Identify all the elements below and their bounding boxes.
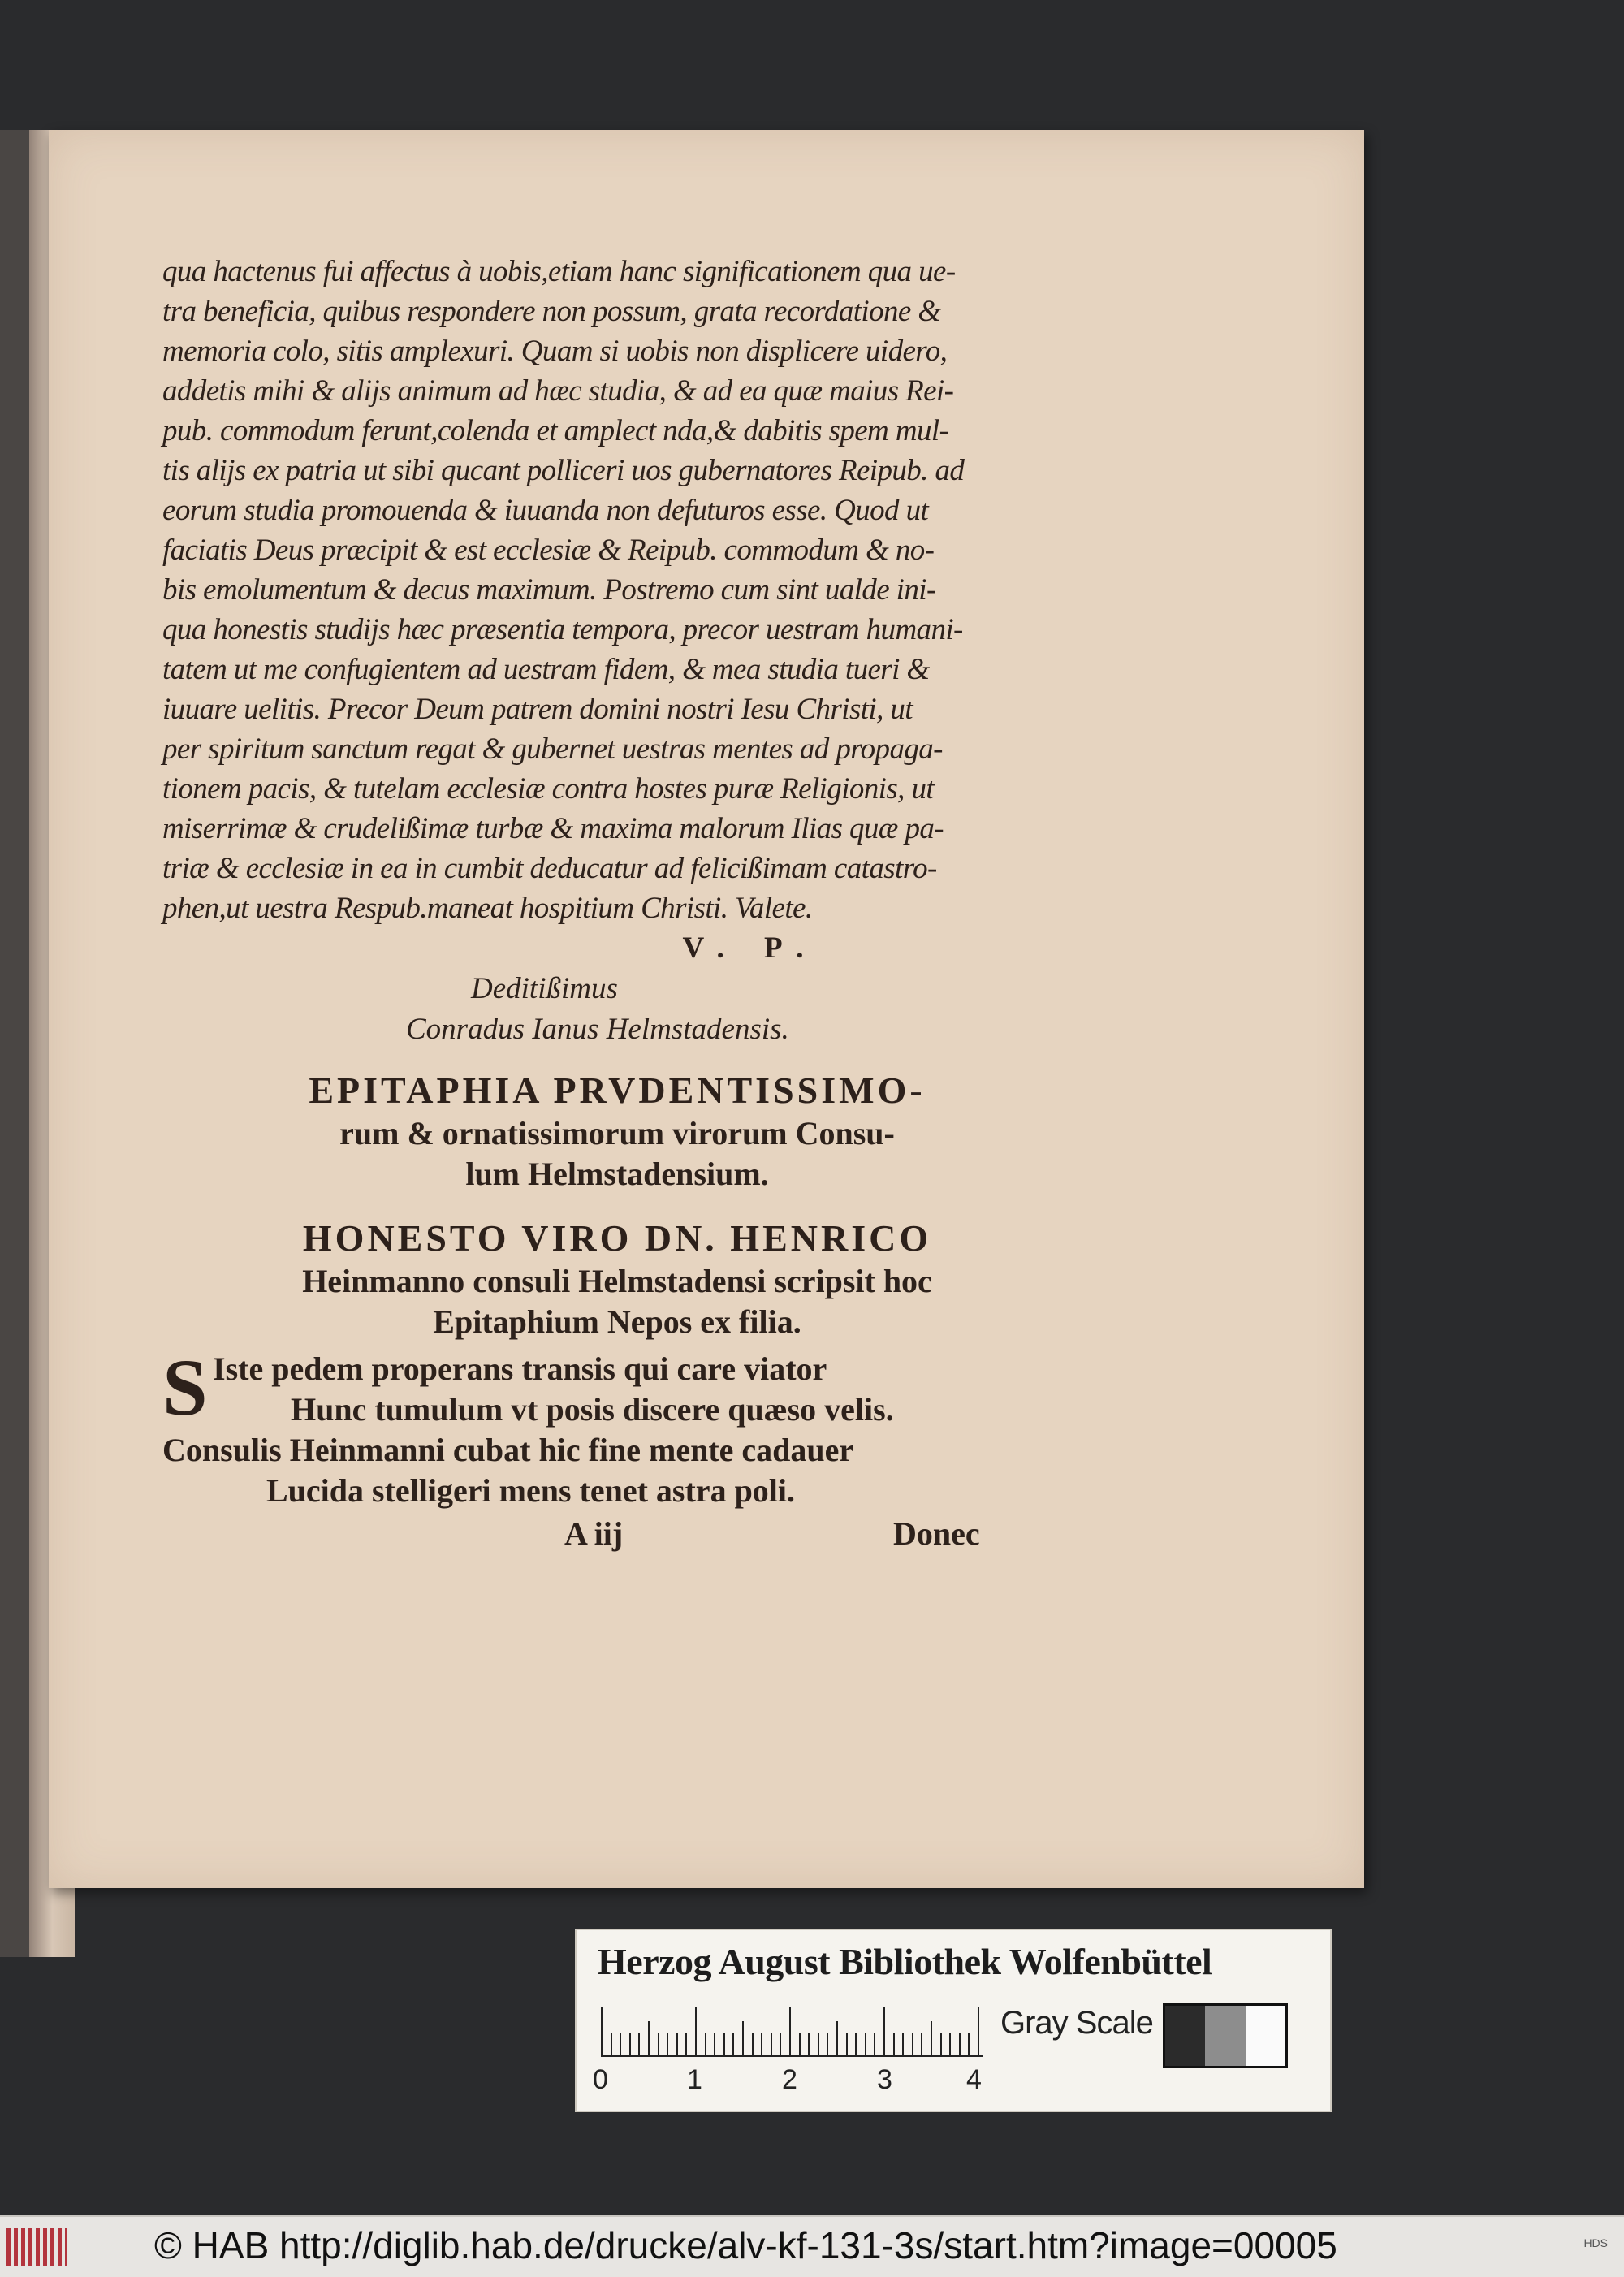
body-line: eorum studia promouenda & iuuanda non defuturos esse. Quod ut	[162, 494, 929, 527]
ruler-tick	[732, 2033, 734, 2057]
body-line: per spiritum sanctum regat & gubernet uestras mentes ad propaga-	[162, 732, 943, 766]
ruler-label-3: 3	[877, 2064, 892, 2095]
body-line: faciatis Deus præcipit & est ecclesiæ & Reipub. commodum & no-	[162, 534, 935, 567]
ruler-tick	[931, 2021, 932, 2057]
verse-line-3: Consulis Heinmanni cubat hic fine mente cadauer	[162, 1432, 854, 1468]
ruler-tick	[912, 2033, 914, 2057]
ruler-tick	[940, 2033, 942, 2057]
measure-ruler	[601, 2005, 983, 2057]
ruler-tick	[761, 2033, 762, 2057]
ruler-tick	[902, 2033, 904, 2057]
ruler-tick	[893, 2033, 895, 2057]
ruler-tick	[629, 2033, 631, 2057]
epitaphia-heading-line-1: EPITAPHIA PRVDENTISSIMO-	[309, 1069, 926, 1111]
ruler-tick	[818, 2033, 819, 2057]
honesto-heading-line-2: Heinmanno consuli Helmstadensi scripsit hoc	[302, 1263, 932, 1299]
body-line: memoria colo, sitis amplexuri. Quam si uobis non displicere uidero,	[162, 335, 948, 368]
body-line: miserrimæ & crudelißimæ turbæ & maxima malorum Ilias quæ pa-	[162, 812, 944, 845]
ruler-tick	[695, 2007, 697, 2057]
ruler-tick	[648, 2021, 650, 2057]
body-line: phen,ut uestra Respub.maneat hospitium Christi. Valete.	[162, 892, 813, 925]
body-line: tatem ut me confugientem ad uestram fidem, & mea studia tueri &	[162, 653, 930, 686]
dropcap-letter: S	[162, 1342, 208, 1432]
body-line: bis emolumentum & decus maximum. Postremo cum sint ualde ini-	[162, 573, 936, 607]
ruler-tick	[949, 2033, 951, 2057]
ruler-tick	[723, 2033, 725, 2057]
ruler-tick	[855, 2033, 857, 2057]
epitaphia-heading-line-2: rum & ornatissimorum virorum Consu-	[339, 1115, 895, 1151]
ruler-tick	[959, 2033, 961, 2057]
ruler-tick	[601, 2007, 603, 2057]
ruler-label-4: 4	[966, 2064, 982, 2095]
ruler-tick	[714, 2033, 715, 2057]
ruler-tick	[978, 2007, 979, 2057]
book-page	[49, 130, 1364, 1888]
ruler-tick	[658, 2033, 659, 2057]
ruler-tick	[968, 2033, 970, 2057]
footer-mark: HDS	[1583, 2236, 1608, 2249]
library-title: Herzog August Bibliothek Wolfenbüttel	[598, 1941, 1212, 1982]
body-line: pub. commodum ferunt,colenda et amplect nda,& dabitis spem mul-	[162, 414, 949, 447]
body-line: iuuare uelitis. Precor Deum patrem domini nostri Iesu Christi, ut	[162, 693, 913, 726]
page-foot	[162, 1511, 1072, 1557]
honesto-heading-line-1: HONESTO VIRO DN. HENRICO	[302, 1217, 932, 1259]
body-text	[162, 252, 1072, 928]
body-line: tionem pacis, & tutelam ecclesiæ contra hostes puræ Religionis, ut	[162, 772, 935, 806]
ruler-label-0: 0	[593, 2064, 608, 2095]
color-reference-card	[575, 1929, 1332, 2112]
ruler-tick	[611, 2033, 612, 2057]
ruler-tick	[921, 2033, 922, 2057]
ruler-tick	[742, 2021, 744, 2057]
ruler-tick	[789, 2007, 791, 2057]
barcode-icon	[6, 2228, 67, 2266]
gray-swatch	[1165, 2006, 1205, 2066]
ruler-tick	[827, 2033, 828, 2057]
ruler-label-1: 1	[687, 2064, 702, 2095]
footer-url-text[interactable]: © HAB http://diglib.hab.de/drucke/alv-kf-131-3s/start.htm?image=00005	[154, 2224, 1337, 2266]
ruler-tick	[638, 2033, 640, 2057]
ruler-tick	[685, 2033, 687, 2057]
honesto-heading-line-3: Epitaphium Nepos ex filia.	[433, 1303, 801, 1340]
body-line: tis alijs ex patria ut sibi qucant polliceri uos gubernatores Reipub. ad	[162, 454, 965, 487]
ruler-tick	[808, 2033, 810, 2057]
ruler-tick	[836, 2021, 838, 2057]
footer-bar	[0, 2215, 1624, 2277]
ruler-tick	[846, 2033, 848, 2057]
closing-deditissimus: Deditißimus	[471, 972, 618, 1005]
body-line: addetis mihi & alijs animum ad hæc studia, & ad ea quæ maius Rei-	[162, 374, 954, 408]
verse-line-2: Hunc tumulum vt posis discere quæso velis.	[291, 1391, 894, 1428]
ruler-tick	[883, 2007, 885, 2057]
ruler-tick	[865, 2033, 866, 2057]
ruler-tick	[620, 2033, 621, 2057]
ruler-tick	[799, 2033, 801, 2057]
body-line: qua hactenus fui affectus à uobis,etiam hanc significationem qua ue-	[162, 255, 956, 288]
body-line: triæ & ecclesiæ in ea in cumbit deducatur ad felicißimam catastro-	[162, 852, 937, 885]
epitaphia-heading-line-3: lum Helmstadensium.	[465, 1156, 769, 1192]
closing-vp: V. P.	[682, 931, 820, 965]
gray-scale-swatches	[1163, 2003, 1288, 2068]
ruler-tick	[780, 2033, 781, 2057]
ruler-tick	[874, 2033, 875, 2057]
ruler-tick	[667, 2033, 668, 2057]
verse-line-4: Lucida stelligeri mens tenet astra poli.	[266, 1472, 796, 1509]
catchword: Donec	[893, 1515, 980, 1552]
ruler-tick	[771, 2033, 772, 2057]
verse-line-1-text: Iste pedem properans transis qui care viator	[213, 1350, 827, 1387]
ruler-tick	[705, 2033, 706, 2057]
gray-scale-label: Gray Scale	[1000, 2005, 1153, 2041]
body-line: tra beneficia, quibus respondere non possum, grata recordatione &	[162, 295, 941, 328]
body-line: qua honestis studijs hæc præsentia tempora, precor uestram humani-	[162, 613, 963, 646]
page-text	[162, 252, 1072, 1557]
ruler-label-2: 2	[782, 2064, 797, 2095]
closing-author: Conradus Ianus Helmstadensis.	[406, 1013, 789, 1046]
signature-mark: A iij	[564, 1515, 624, 1552]
ruler-tick	[752, 2033, 754, 2057]
ruler-tick	[676, 2033, 678, 2057]
gray-swatch	[1246, 2006, 1285, 2066]
book-spine	[0, 130, 29, 1957]
gray-swatch	[1205, 2006, 1245, 2066]
